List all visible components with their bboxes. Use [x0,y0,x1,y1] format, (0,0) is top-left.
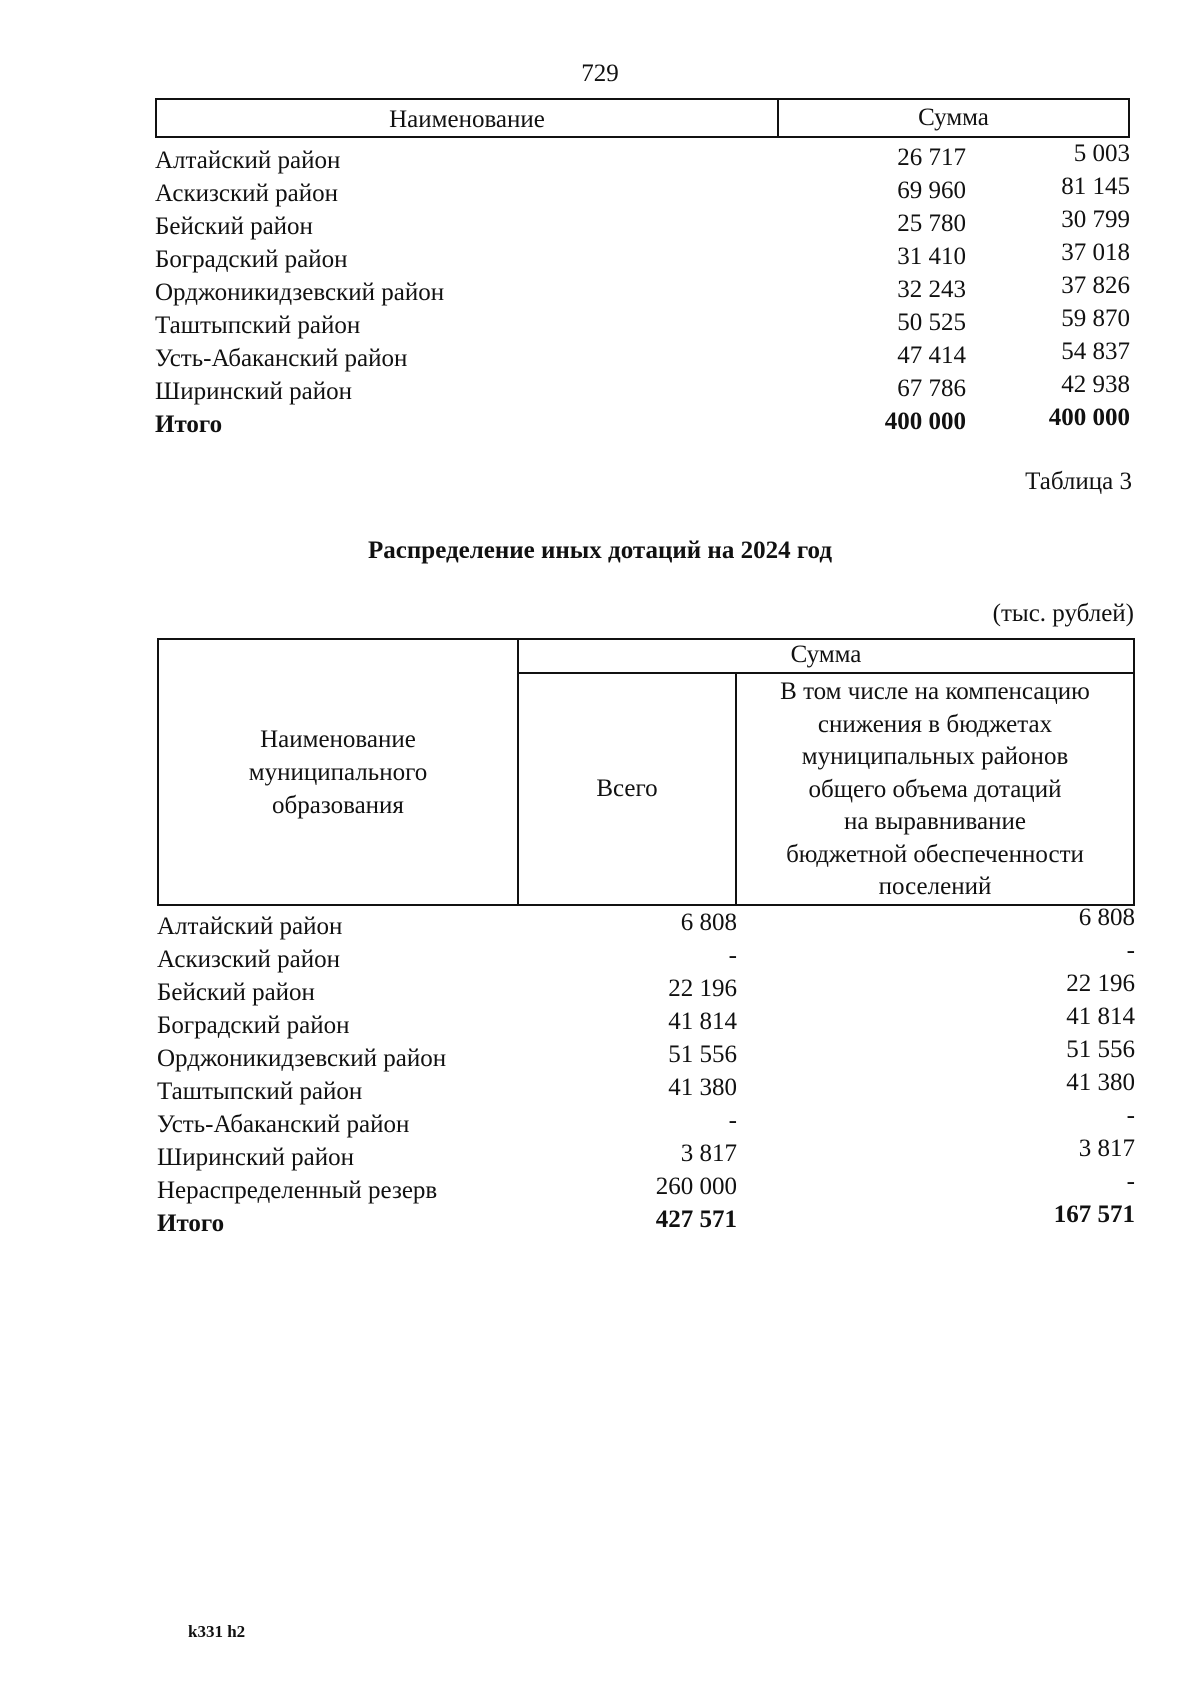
row-value-all: 260 000 [655,1173,737,1200]
table1-header-name: Наименование [157,100,779,136]
row-name: Боградский район [155,246,348,273]
header-incl-line: общего объема дотаций [808,775,1062,803]
row-name: Боградский район [157,1012,350,1039]
row-name: Бейский район [157,979,315,1006]
row-value-all: 22 196 [668,975,737,1002]
units-label: (тыс. рублей) [992,600,1134,627]
row-name: Аскизский район [155,180,339,207]
table3-header [157,638,1135,906]
row-value-1: 50 525 [897,309,966,336]
row-name: Усть-Абаканский район [155,345,408,372]
row-value-2: 37 018 [1061,239,1130,266]
row-value-2: 5 003 [1073,140,1130,167]
header-name-line: муниципального [248,758,428,786]
row-value-1: 26 717 [897,144,966,171]
row-value-1: 31 410 [897,243,966,270]
table3-header-sum: Сумма [519,640,1133,674]
row-value-including: 3 817 [1078,1135,1135,1162]
table3-body [157,906,1135,1236]
row-name: Бейский район [155,213,313,240]
footer-code: k331 h2 [188,1622,246,1641]
row-value-1: 47 414 [897,342,966,369]
row-value-including: 22 196 [1066,970,1135,997]
header-incl-line: поселений [878,873,992,900]
row-value-1: 69 960 [897,177,966,204]
table1-header-sum: Сумма [918,104,989,131]
row-value-2: 42 938 [1061,371,1130,398]
header-incl-line: снижения в бюджетах [817,710,1053,738]
header-incl-line: на выравнивание [844,808,1026,835]
row-value-all: 41 380 [668,1074,737,1101]
row-name: Усть-Абаканский район [157,1111,410,1138]
row-value-all: 6 808 [680,909,737,936]
row-value-all: - [728,1107,737,1134]
header-name-line: образования [272,791,404,819]
table3-header-all: Всего [519,674,737,904]
total-label: Итого [157,1210,225,1237]
row-value-including: - [1126,1102,1135,1129]
row-value-1: 67 786 [897,375,966,402]
row-value-all: 41 814 [668,1008,737,1035]
row-name: Ширинский район [155,378,352,405]
row-value-including: - [1126,937,1135,964]
row-value-including: 6 808 [1078,904,1135,931]
row-value-all: 3 817 [680,1140,737,1167]
table3-header-name [159,640,519,904]
page-number: 729 [581,60,619,87]
row-name: Алтайский район [155,147,341,174]
row-value-all: 51 556 [668,1041,737,1068]
table3-header-including [737,674,1133,906]
table1-header [155,98,1130,138]
row-name: Ширинский район [157,1144,354,1171]
row-value-2: 81 145 [1061,173,1130,200]
row-value-2: 59 870 [1061,305,1130,332]
row-value-2: 37 826 [1061,272,1130,299]
total-label: Итого [155,411,223,438]
row-name: Таштыпский район [157,1078,363,1105]
row-value-including: 41 380 [1066,1069,1135,1096]
total-value-1: 400 000 [884,408,966,435]
section-title: Распределение иных дотаций на 2024 год [368,537,832,564]
table1-body [155,141,1130,438]
row-name: Аскизский район [157,946,341,973]
total-value-2: 400 000 [1048,404,1130,431]
row-name: Орджоникидзевский район [157,1045,447,1072]
header-name-line: Наименование [260,725,416,753]
row-name: Орджоникидзевский район [155,279,445,306]
row-value-all: - [728,942,737,969]
total-value-all: 427 571 [655,1206,737,1233]
row-name: Таштыпский район [155,312,361,339]
table-total-row [155,405,1130,438]
table-total-row [157,1203,1135,1236]
header-incl-line: В том числе на компенсацию [780,678,1090,705]
row-value-including: 51 556 [1066,1036,1135,1063]
row-value-1: 25 780 [897,210,966,237]
header-incl-line: бюджетной обеспеченности [786,840,1084,868]
row-name: Нераспределенный резерв [157,1177,438,1204]
total-value-including: 167 571 [1053,1201,1135,1228]
row-value-2: 30 799 [1061,206,1130,233]
row-name: Алтайский район [157,913,343,940]
row-value-1: 32 243 [897,276,966,303]
row-value-including: 41 814 [1066,1003,1135,1030]
table-label: Таблица 3 [1025,468,1132,495]
row-value-including: - [1126,1168,1135,1195]
row-value-2: 54 837 [1061,338,1130,365]
header-incl-line: муниципальных районов [801,743,1069,770]
